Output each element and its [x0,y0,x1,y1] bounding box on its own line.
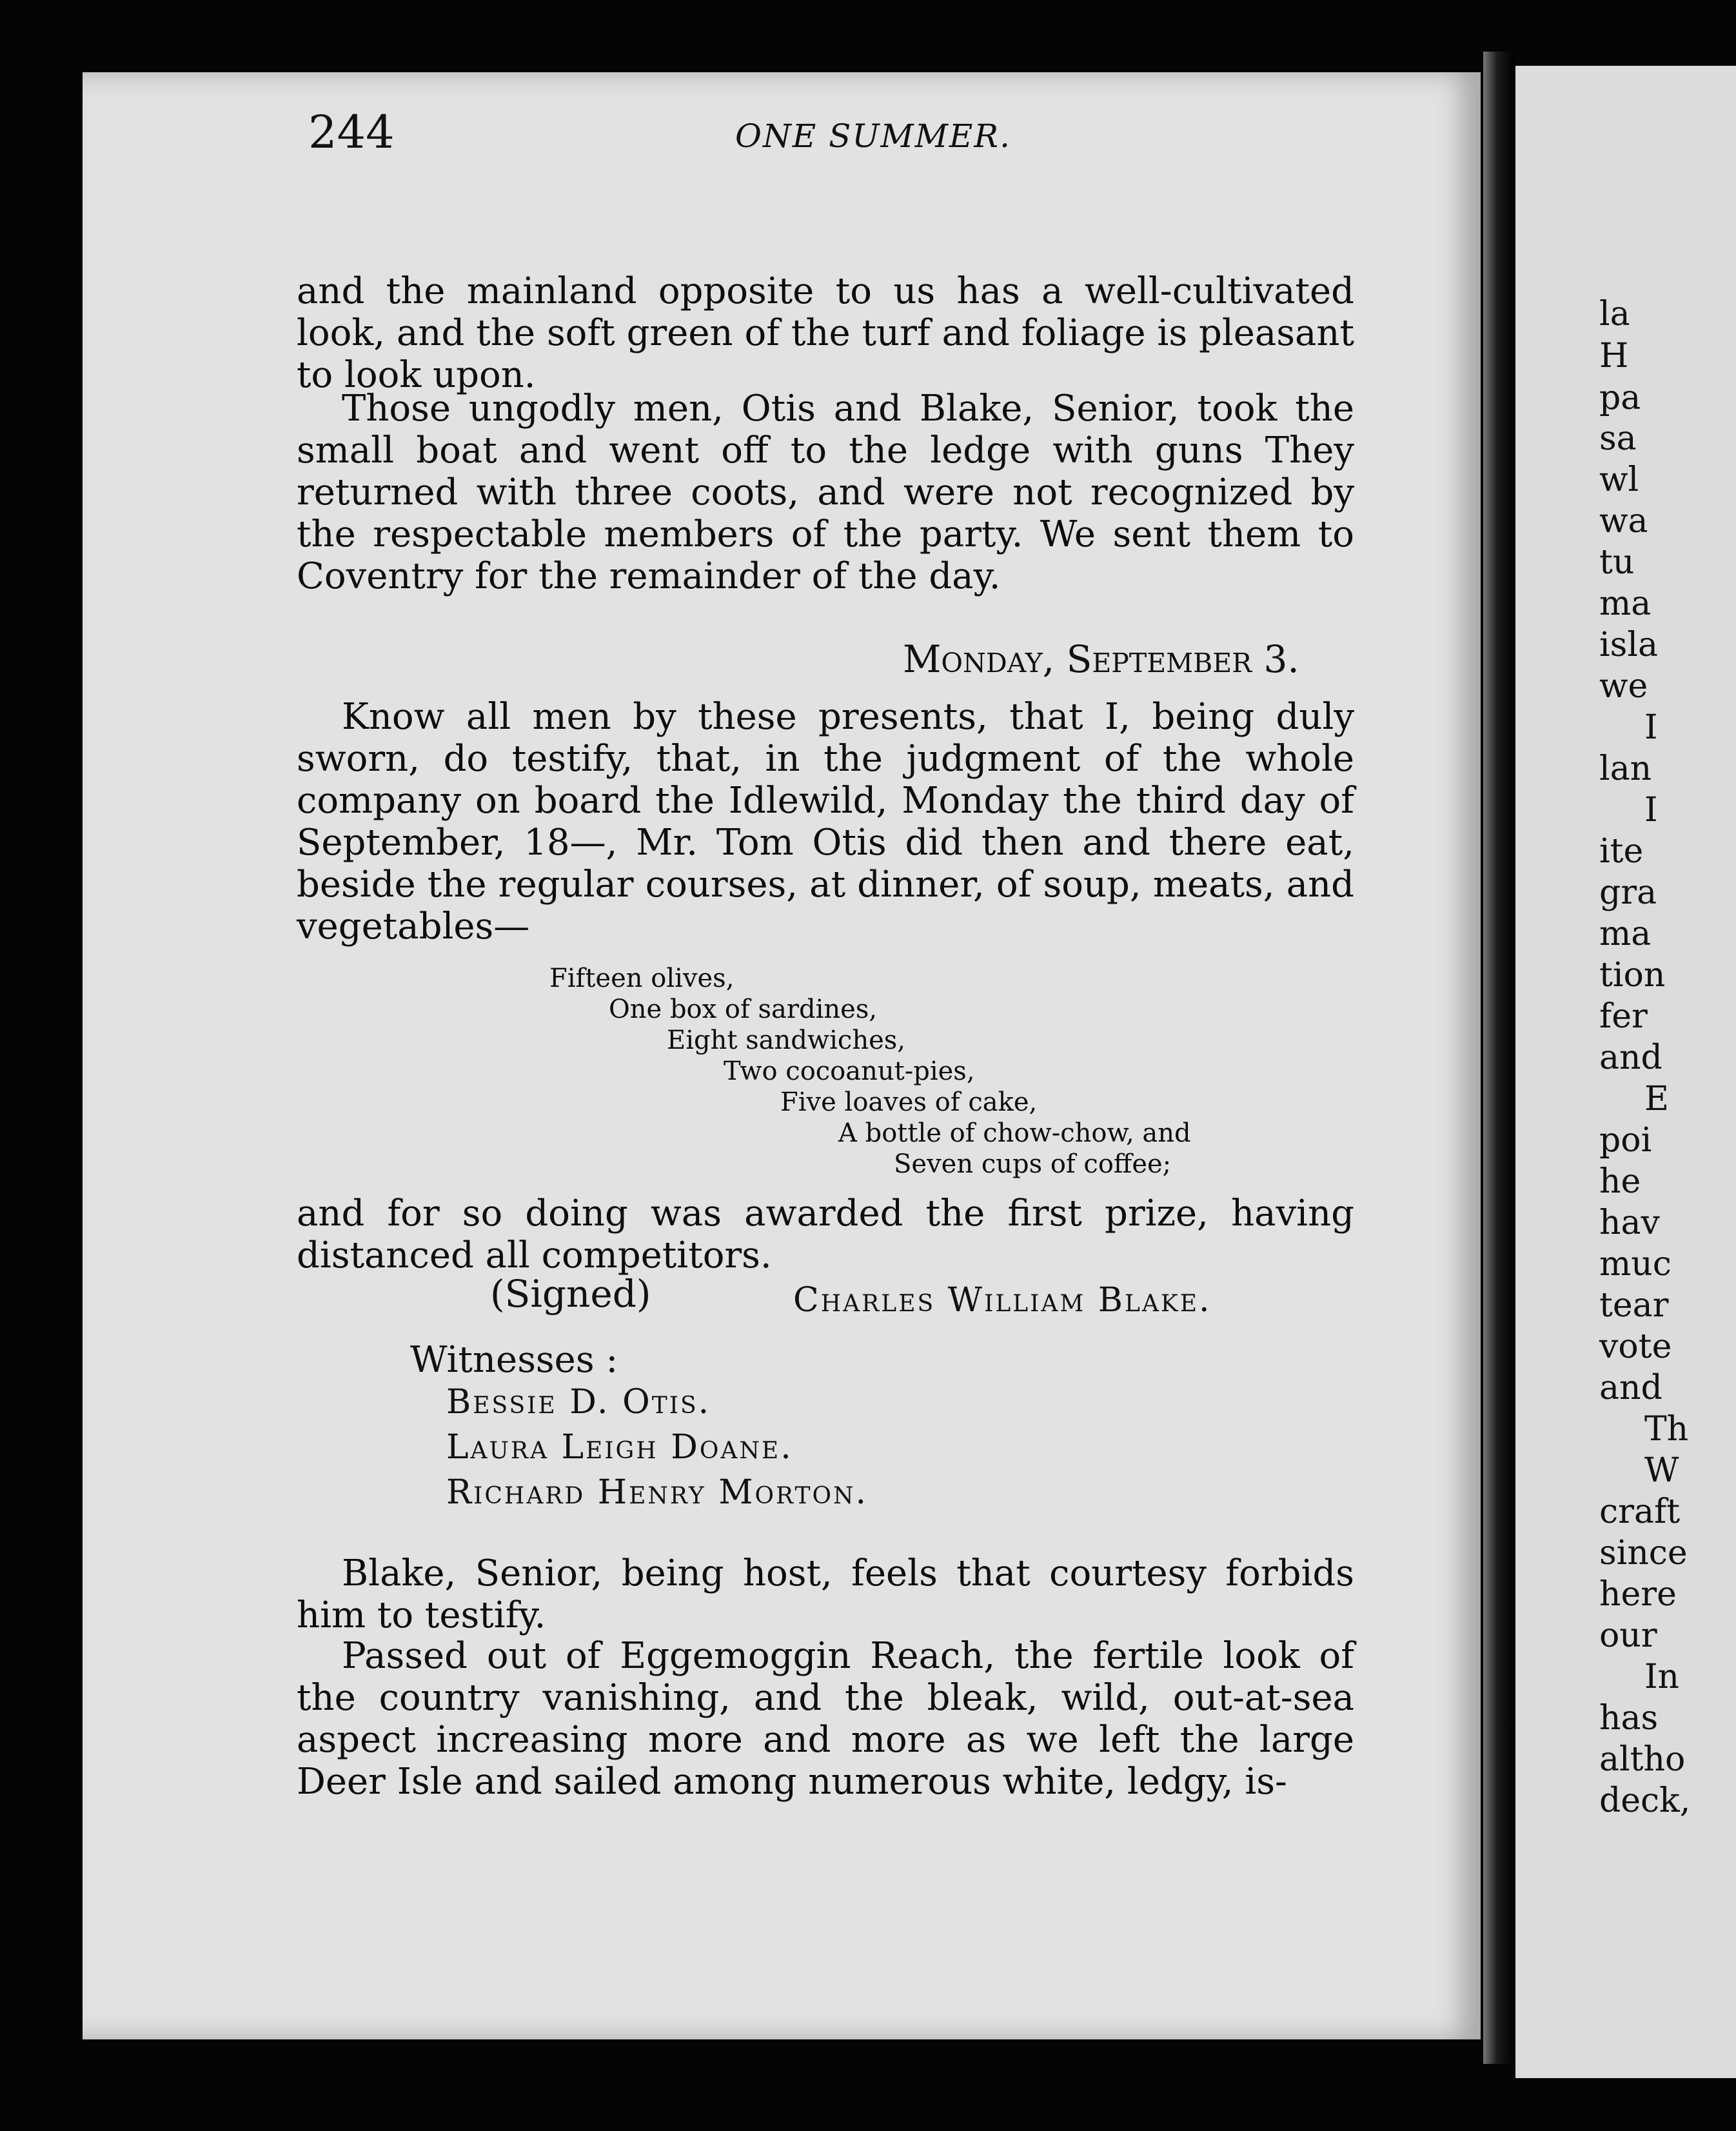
right-page-line: gra [1599,873,1657,912]
right-page-line: In [1644,1658,1680,1696]
menu-item: A bottle of chow-chow, and [838,1118,1191,1148]
book-gutter [1483,52,1514,2064]
right-page-line: ma [1599,915,1652,953]
right-page-line: W [1644,1451,1679,1490]
menu-item: Five loaves of cake, [780,1087,1038,1117]
paragraph-1: and the mainland opposite to us has a well-cultivated look, and the soft green of the turf and foliage is pleasant to look upon. [297,270,1354,396]
right-page-line: H [1599,337,1629,375]
witness-name: Laura Leigh Doane. [446,1428,793,1467]
right-page-line: fer [1599,997,1648,1036]
right-page-line: and [1599,1369,1662,1407]
witnesses-heading: Witnesses : [410,1339,618,1381]
running-head: ONE SUMMER. [735,117,1011,155]
right-page-line: tu [1599,543,1635,582]
paragraph-6: Passed out of Eggemoggin Reach, the fertile look of the country vanishing, and the bleak, wild, out-at-sea aspect increasing more and more as we left the large Deer Isle and sailed among numerous white, ledgy, is- [297,1635,1354,1803]
menu-item: One box of sardines, [609,995,878,1024]
witness-name: Bessie D. Otis. [446,1383,711,1422]
right-page-line: he [1599,1162,1641,1201]
right-page-line: here [1599,1575,1677,1614]
right-page-line: has [1599,1699,1659,1738]
right-page-line: sa [1599,419,1637,458]
right-page-line: isla [1599,626,1658,664]
right-page-line: muc [1599,1245,1672,1284]
right-page-line: our [1599,1616,1657,1655]
paragraph-3: Know all men by these presents, that I, being duly sworn, do testify, that, in the judgment of the whole company on board the Idlewild, Monday the third day of September, 18—, Mr. Tom Otis did then and there eat, beside the regular courses, at dinner, of soup, meats, and vegetables— [297,696,1354,947]
right-page-line: we [1599,667,1648,706]
right-page-line: lan [1599,749,1652,788]
paragraph-5: Blake, Senior, being host, feels that courtesy forbids him to testify. [297,1552,1354,1636]
right-page-line: craft [1599,1492,1681,1531]
right-page-line: la [1599,295,1630,333]
menu-item: Seven cups of coffee; [894,1149,1172,1179]
signed-label: (Signed) [490,1272,651,1316]
right-page-line: tear [1599,1286,1669,1325]
right-page-line: I [1644,708,1658,747]
right-page-line: pa [1599,379,1641,417]
right-page-line: vote [1599,1327,1672,1366]
right-page-line: and [1599,1038,1662,1077]
menu-item: Two cocoanut-pies, [724,1056,975,1086]
right-page-line: tion [1599,956,1666,995]
menu-item: Fifteen olives, [549,964,735,993]
right-page-line: hav [1599,1204,1660,1242]
witness-name: Richard Henry Morton. [446,1473,869,1512]
paragraph-2: Those ungodly men, Otis and Blake, Senior, took the small boat and went off to the ledge with guns They returned with three coots, and were not recognized by the respectable members of the party. We sent them to Coventry for the remainder of the day. [297,388,1354,597]
menu-item: Eight sandwiches, [667,1026,905,1055]
right-page-line: E [1644,1080,1669,1118]
right-page-line: Th [1644,1410,1689,1449]
right-page-line: ite [1599,832,1644,871]
right-page-line: I [1644,791,1658,829]
paragraph-4: and for so doing was awarded the first prize, having distanced all competitors. [297,1193,1354,1276]
right-page-line: deck, [1599,1781,1691,1820]
right-page-line: poi [1599,1121,1652,1160]
right-page-line: since [1599,1534,1688,1572]
right-page [1515,66,1736,2078]
right-page-line: wl [1599,461,1639,499]
page-number: 244 [308,106,395,159]
right-page-line: altho [1599,1740,1686,1779]
signer-name: Charles William Blake. [793,1281,1212,1320]
right-page-line: wa [1599,502,1648,540]
dateline: Monday, September 3. [903,637,1299,681]
right-page-line: ma [1599,584,1652,623]
